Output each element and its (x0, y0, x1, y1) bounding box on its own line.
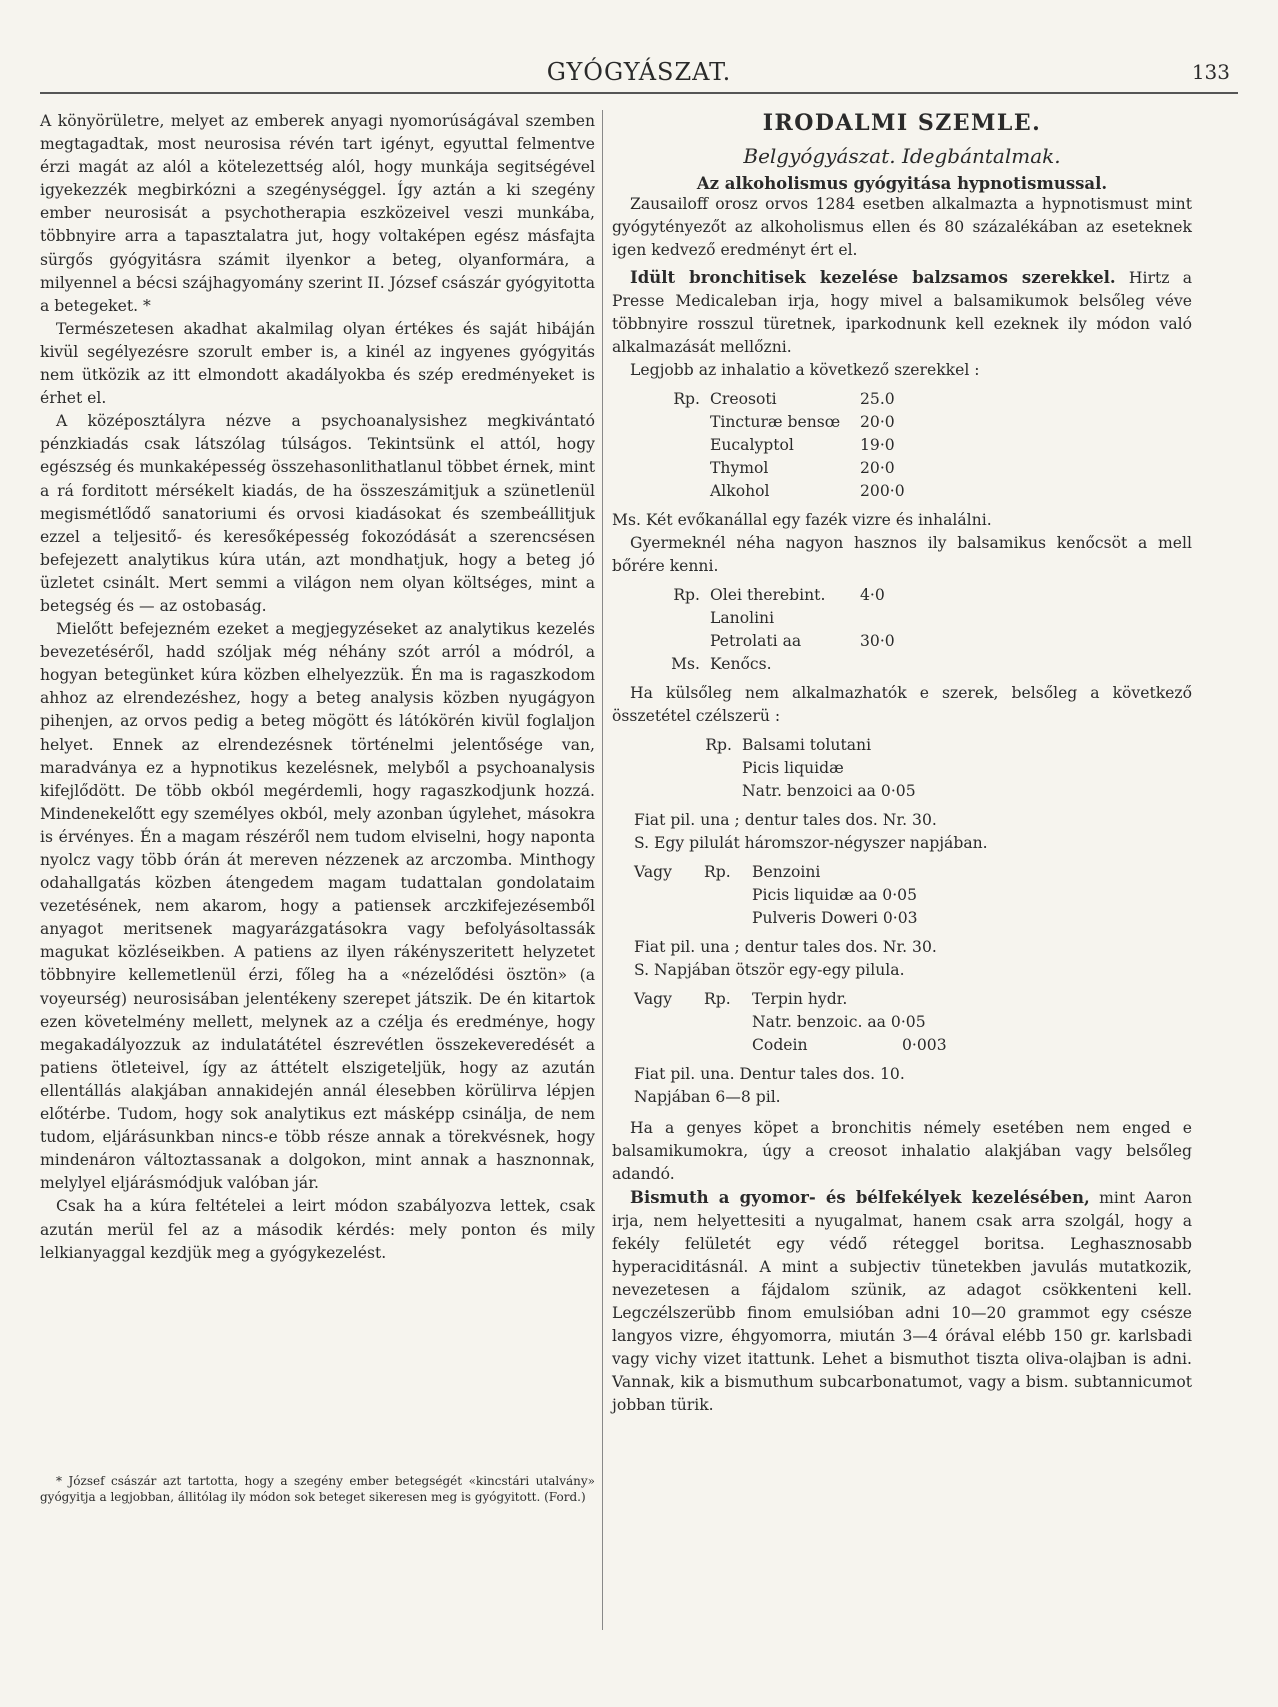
rx-quantity: 20·0 (860, 459, 895, 477)
rx-label: Rp. (705, 736, 732, 754)
rx-line (612, 607, 1192, 630)
rx-ingredient: Creosoti (710, 390, 777, 408)
paragraph: A középosztályra nézve a psychoanalysishez megkivántató pénzkiadás csak látszólag túlságos. Tekintsünk el attól, hogy egészség és munkaképesség összehasonlithatlanul többet érnek, mint a rá forditott mérsékelt kiadás, de ha összeszámitjuk a szünetlenül megismétlődő sanatoriumi és orvosi kiadásokat és szembeállitjuk ezzel a teljesitő- és keresőképesség fokozódását a szerencsésen befejezett analytikus kúra után, azt mondhatjuk, hogy a beteg jó üzletet csinált. Mert semmi a világon nem olyan költséges, mint a betegség és — az ostobaság. (40, 412, 595, 615)
rx-instruction: Fiat pil. una. Dentur tales dos. 10. (634, 1065, 905, 1083)
rx-or: Vagy (634, 863, 672, 881)
rx-instruction: S. Napjában ötször egy-egy pilula. (634, 961, 905, 979)
rx-line (612, 584, 1192, 607)
footnote: * József császár azt tartotta, hogy a szegény ember betegségét «kincstári utalvány» gyógyitja a legjobban, állitólag ily módon sok beteget sikeresen meg is gyógyitott. (Ford.) (40, 1474, 595, 1504)
rx-ingredient: Terpin hydr. (752, 990, 848, 1008)
rx-quantity: 30·0 (860, 632, 895, 650)
prescription (612, 584, 1192, 676)
rx-instruction: Napjában 6—8 pil. (634, 1088, 781, 1106)
rx-line (612, 884, 1192, 907)
rx-quantity: 20·0 (860, 413, 895, 431)
rx-label: Ms. (671, 655, 700, 673)
rx-ingredient: Balsami tolutani (742, 736, 872, 754)
rx-quantity: 25.0 (860, 390, 895, 408)
prescription (612, 388, 1192, 503)
rx-line (612, 734, 1192, 757)
article-lead: Bismuth a gyomor- és bélfekélyek kezelésében, (630, 1188, 1090, 1207)
rx-quantity: 0·003 (902, 1036, 947, 1054)
article-title: Az alkoholismus gyógyitása hypnotismussal. (696, 174, 1108, 193)
rx-line (612, 1034, 1192, 1057)
rx-ingredient: Pulveris Doweri 0·03 (752, 909, 918, 927)
rx-or: Vagy (634, 990, 672, 1008)
rx-ingredient: Picis liquidæ aa 0·05 (752, 886, 918, 904)
rx-ingredient: Eucalyptol (710, 436, 794, 454)
rx-ingredient: Kenőcs. (710, 655, 772, 673)
column-divider (602, 110, 603, 1630)
rx-quantity: 200·0 (860, 482, 905, 500)
rx-ingredient: Lanolini (710, 609, 775, 627)
rx-line (612, 861, 1192, 884)
rx-line (612, 411, 1192, 434)
left-column (40, 110, 595, 1667)
rx-line (612, 630, 1192, 653)
rx-ingredient: Picis liquidæ (742, 759, 844, 777)
page-number: 133 (1191, 60, 1230, 84)
rx-label: Rp. (704, 990, 731, 1008)
paragraph: A könyörületre, melyet az emberek anyagi nyomorúságával szemben megtagadtak, most neurosisa révén tart igényt, egyuttal felmentve érzi magát az alól a kötelezettség alól, hogy munkája segitségével igyekezzék megbirkózni a szegénységgel. Így aztán a ki szegény ember neurosisát a psychotherapia eszközeivel veszi munkába, többnyire arra a tapasztalatra jut, hogy voltaképen egész másfajta sürgős gyógyitásra számit ilyenkor a beteg, olyanformára, a milyennel a bécsi szájhagyomány szerint II. József császár gyógyitotta a betegeket. * (40, 112, 595, 315)
rx-line (612, 757, 1192, 780)
article-text: Legjobb az inhalatio a következő szerekkel : (630, 361, 980, 379)
rx-label: Rp. (673, 586, 700, 604)
rx-line (612, 480, 1192, 503)
rx-ingredient: Codein (752, 1036, 808, 1054)
paragraph: Természetesen akadhat akalmilag olyan értékes és saját hibáján kivül segélyezésre szorult ember is, a kinél az ingyenes gyógyitás nem ütközik az itt elmondott akadályokba és szép eredményeket is érhet el. (40, 319, 595, 408)
rx-line (612, 457, 1192, 480)
rx-ingredient: Alkohol (710, 482, 770, 500)
rx-instruction: Fiat pil. una ; dentur tales dos. Nr. 30. (634, 938, 937, 956)
rx-line (612, 780, 1192, 803)
rx-line (612, 988, 1192, 1011)
section-subtitle: Belgyógyászat. Idegbántalmak. (743, 144, 1061, 168)
article-text (612, 1186, 1192, 1417)
rx-instruction: Fiat pil. una ; dentur tales dos. Nr. 30. (634, 811, 937, 829)
prescription (612, 861, 1192, 930)
article-text: Ha külsőleg nem alkalmazhatók e szerek, belsőleg a következő összetétel czélszerü : (612, 684, 1192, 725)
rx-instruction: S. Egy pilulát háromszor-négyszer napjában. (634, 834, 988, 852)
prescription (612, 988, 1192, 1057)
rx-line (612, 907, 1192, 930)
rx-ingredient: Olei therebint. (710, 586, 826, 604)
prescription (612, 734, 1192, 803)
running-head (40, 58, 1238, 94)
right-column (612, 110, 1192, 1667)
rx-line (612, 653, 1192, 676)
article-body: Hirtz a Presse Medicaleban irja, hogy mivel a balsamikumok belsőleg véve többnyire rosszul türetnek, iparkodnunk kell ezeknek ily módon való alkalmazását mellőzni. (612, 269, 1192, 356)
rx-label: Rp. (673, 390, 700, 408)
paragraph: Csak ha a kúra feltételei a leirt módon szabályozva lettek, csak azután merül fel az a második kérdés: mely ponton és mily lelkianyaggal kezdjük meg a gyógykezelést. (40, 1197, 595, 1262)
rx-ingredient: Petrolati aa (710, 632, 802, 650)
rx-quantity: 19·0 (860, 436, 895, 454)
rx-instruction: Ms. Két evőkanállal egy fazék vizre és inhalálni. (612, 511, 992, 529)
rx-ingredient: Thymol (710, 459, 769, 477)
rx-ingredient: Tincturæ bensœ (710, 413, 841, 431)
article-body: mint Aaron irja, nem helyettesiti a nyugalmat, hanem csak arra szolgál, hogy a fekély felületét egy védő réteggel boritsa. Leghasznosabb hyperaciditásnál. A mint a subjectiv tünetekben javulás mutatkozik, nevezetesen a fájdalom szünik, az adagot csökkenteni kell. Legczélszerübb finom emulsióban adni 10—20 grammot egy csésze langyos vizre, éhgyomorra, miután 3—4 órával elébb 150 gr. karlsbadi vagy vichy vizet itattunk. Lehet a bismuthot tiszta oliva-olajban is adni. Vannak, kik a bismuthum subcarbonatumot, vagy a bism. subtannicumot jobban türik. (612, 1189, 1192, 1414)
rx-ingredient: Natr. benzoici aa 0·05 (742, 782, 916, 800)
rx-quantity: 4·0 (860, 586, 885, 604)
rx-line (612, 388, 1192, 411)
rx-line (612, 434, 1192, 457)
section-title: IRODALMI SZEMLE. (762, 110, 1042, 136)
rx-ingredient: Natr. benzoic. aa 0·05 (752, 1013, 926, 1031)
rx-note: Gyermeknél néha nagyon hasznos ily balsamikus kenőcsöt a mell bőrére kenni. (612, 534, 1192, 575)
article-text: Ha a genyes köpet a bronchitis némely esetében nem enged e balsamikumokra, úgy a creosot inhalatio alakjában vagy belsőleg adandó. (612, 1119, 1192, 1183)
paragraph: Mielőtt befejezném ezeket a megjegyzéseket az analytikus kezelés bevezetéséről, hadd szóljak még néhány szót arról a módról, a hogyan betegünket kúra közben elhelyezzük. Én ma is ragaszkodom ahhoz az elrendezéshez, hogy a beteg analysis közben nyugágyon pihenjen, az orvos pedig a beteg mögött és látókörén kivül foglaljon helyet. Ennek az elrendezésnek történelmi jelentősége van, maradványa ez a hypnotikus kezelésnek, melyből a psychoanalysis kifejlődött. De több okból megérdemli, hogy ragaszkodjunk hozzá. Mindenekelőtt egy személyes okból, mely azonban úgylehet, másokra is érvényes. Én a magam részéről nem tudom elviselni, hogy naponta nyolcz vagy több órán át mereven nézzenek az arczomba. Minthogy odahallgatás közben átengedem magam tudattalan gondolataim vezetésének, nem akarom, hogy a patiensek arczkifejezésemből anyagot meritsenek magyarázgatásokra vagy befolyásoltassák magukat közléseikben. A patiens az ilyen rákényszeritett helyzetet többnyire kellemetlenül érzi, főleg ha a «nézelődési ösztön» (a voyeurség) neurosisában jelentékeny szerepet játszik. De én kitartok ezen követelmény mellett, melynek az a czélja és eredménye, hogy megakadályozzuk az indulatátétel észrevétlen összekeveredését a patiens ötleteivel, így az áttételt elszigeteljük, hogy az azután ellentállás alakjában annakidején annál élesebben körülirva lépjen előtérbe. Tudom, hogy sok analytikus ezt másképp csinálja, de nem tudom, eljárásunkban nincs-e több része annak a törekvésnek, hogy mindenáron változtassanak a dolgokon, mint annak a hasznonnak, melylyel eljárásmódjuk valóban jár. (40, 620, 595, 1193)
article-text: Zausailoff orosz orvos 1284 esetben alkalmazta a hypnotismust mint gyógytényezőt az alkoholismus ellen és 80 százalékában az eseteknek igen kedvező eredményt ért el. (612, 195, 1192, 259)
rx-label: Rp. (704, 863, 731, 881)
article-lead: Idült bronchitisek kezelése balzsamos szerekkel. (630, 268, 1116, 287)
article-text (612, 266, 1192, 359)
running-title: GYÓGYÁSZAT. (546, 58, 732, 86)
rx-line (612, 1011, 1192, 1034)
rx-ingredient: Benzoini (752, 863, 821, 881)
